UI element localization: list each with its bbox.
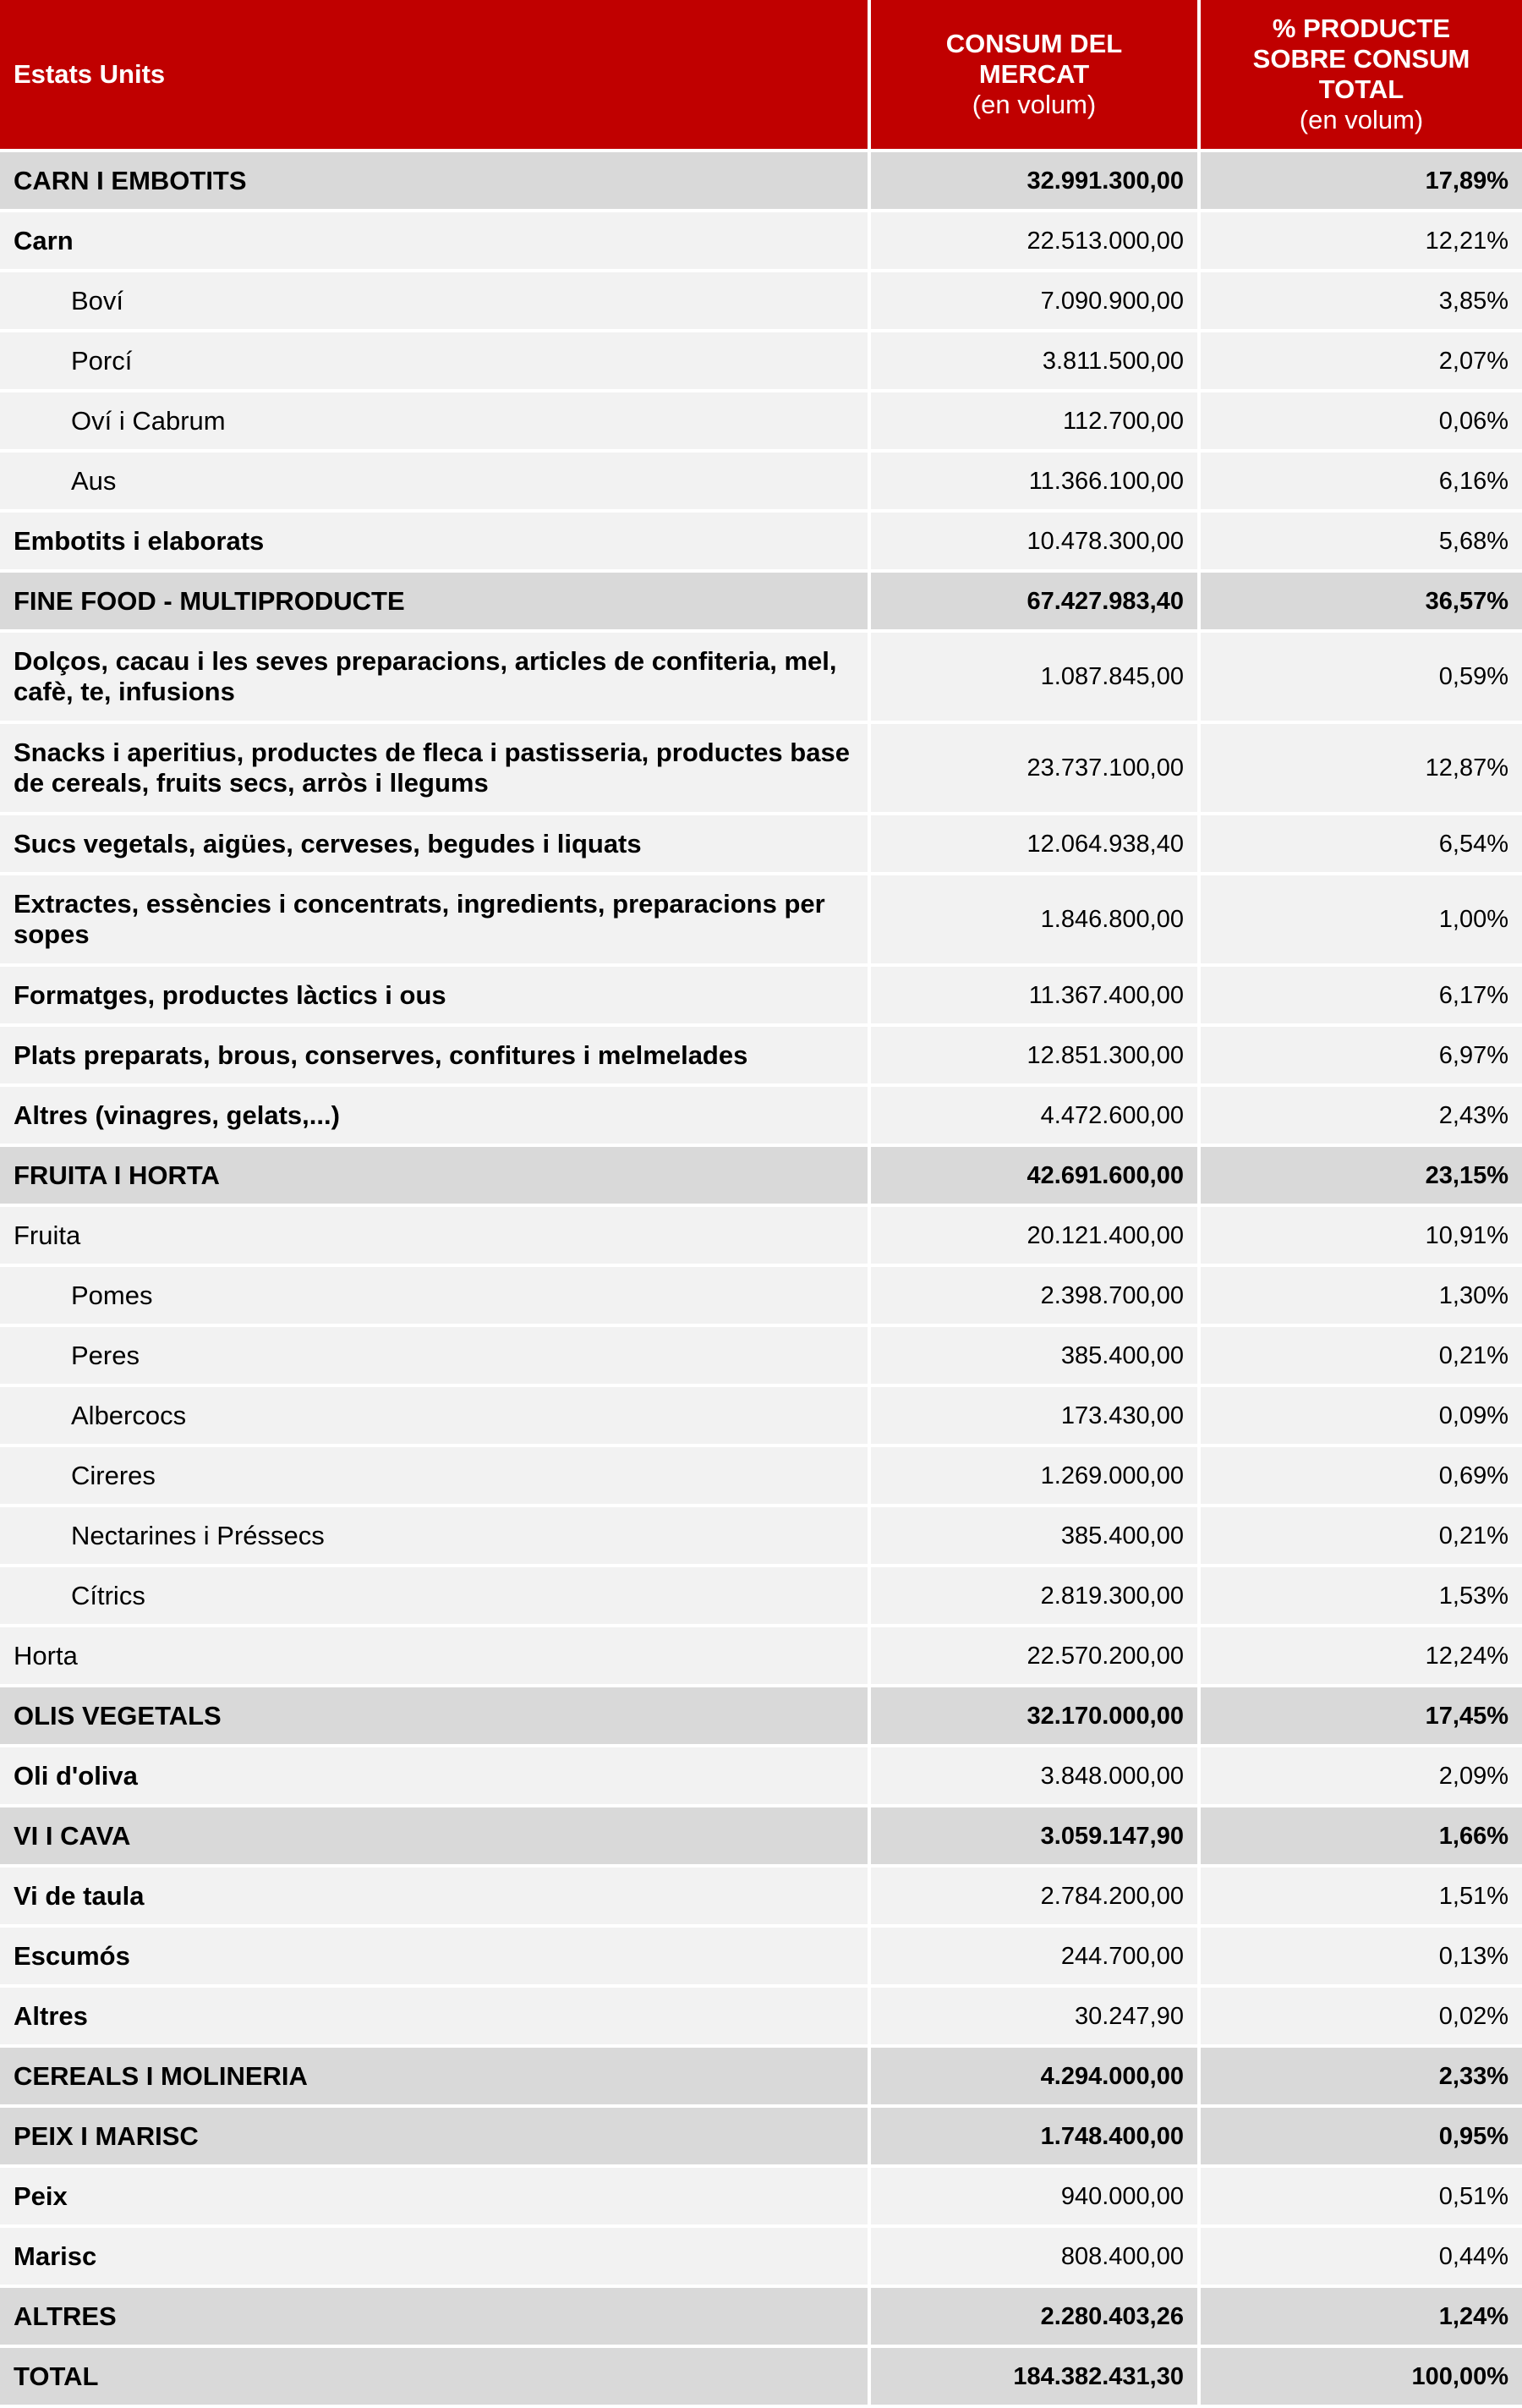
row-label: Extractes, essències i concentrats, ingredients, preparacions per sopes (14, 889, 825, 949)
row-share-percent: 3,85% (1197, 272, 1522, 329)
table-row (0, 1087, 1522, 1147)
row-share-percent: 2,07% (1197, 332, 1522, 389)
row-share-percent: 1,30% (1197, 1267, 1522, 1324)
header-col3-line2: SOBRE CONSUM (1252, 44, 1470, 74)
row-label: Cítrics (71, 1580, 145, 1610)
row-label: Embotits i elaborats (14, 525, 265, 556)
row-label: Snacks i aperitius, productes de fleca i pastisseria, productes base de cereals, fruits secs, arròs i llegums (14, 738, 850, 798)
row-label: CEREALS I MOLINERIA (14, 2060, 308, 2091)
row-consumption-value: 67.427.983,40 (868, 573, 1197, 629)
row-label: Vi de taula (14, 1880, 145, 1911)
row-label: Sucs vegetals, aigües, cerveses, begudes i liquats (14, 828, 642, 858)
row-label: Fruita (14, 1220, 81, 1250)
row-share-percent: 17,45% (1197, 1687, 1522, 1744)
table-row (0, 1147, 1522, 1207)
row-consumption-value: 112.700,00 (868, 392, 1197, 449)
table-row (0, 573, 1522, 633)
row-label: Oli d'oliva (14, 1760, 138, 1791)
table-row (0, 724, 1522, 815)
row-consumption-value: 10.478.300,00 (868, 513, 1197, 569)
table-row (0, 1928, 1522, 1988)
row-consumption-value: 1.269.000,00 (868, 1447, 1197, 1504)
row-label: Carn (14, 225, 74, 255)
table-row (0, 1988, 1522, 2048)
row-consumption-value: 385.400,00 (868, 1507, 1197, 1564)
row-consumption-value: 244.700,00 (868, 1928, 1197, 1984)
table-row (0, 1327, 1522, 1387)
header-col3-sub: (en volum) (1299, 105, 1424, 134)
row-share-percent: 0,21% (1197, 1507, 1522, 1564)
row-label: ALTRES (14, 2301, 117, 2331)
row-share-percent: 100,00% (1197, 2348, 1522, 2405)
row-share-percent: 12,87% (1197, 724, 1522, 812)
row-share-percent: 0,69% (1197, 1447, 1522, 1504)
row-consumption-value: 23.737.100,00 (868, 724, 1197, 812)
table-row (0, 2228, 1522, 2288)
row-share-percent: 0,02% (1197, 1988, 1522, 2044)
row-consumption-value: 30.247,90 (868, 1988, 1197, 2044)
table-row (0, 332, 1522, 392)
row-label: FINE FOOD - MULTIPRODUCTE (14, 585, 405, 616)
row-share-percent: 0,44% (1197, 2228, 1522, 2285)
table-row (0, 1447, 1522, 1507)
row-consumption-value: 42.691.600,00 (868, 1147, 1197, 1204)
table-row (0, 815, 1522, 875)
row-label: Marisc (14, 2241, 97, 2271)
row-consumption-value: 2.398.700,00 (868, 1267, 1197, 1324)
row-share-percent: 0,06% (1197, 392, 1522, 449)
table-row (0, 1207, 1522, 1267)
row-label: TOTAL (14, 2361, 99, 2391)
table-row (0, 2048, 1522, 2108)
row-label: Dolços, cacau i les seves preparacions, articles de confiteria, mel, cafè, te, infusions (14, 646, 837, 706)
row-consumption-value: 11.366.100,00 (868, 453, 1197, 509)
row-share-percent: 5,68% (1197, 513, 1522, 569)
table-row (0, 2348, 1522, 2408)
row-label: FRUITA I HORTA (14, 1160, 220, 1190)
row-label: Cireres (71, 1460, 156, 1490)
row-label: Aus (71, 465, 117, 496)
table-row (0, 1387, 1522, 1447)
row-share-percent: 2,43% (1197, 1087, 1522, 1144)
row-share-percent: 23,15% (1197, 1147, 1522, 1204)
row-share-percent: 0,51% (1197, 2168, 1522, 2224)
row-consumption-value: 1.087.845,00 (868, 633, 1197, 721)
row-consumption-value: 1.846.800,00 (868, 875, 1197, 963)
table-row (0, 1747, 1522, 1807)
row-share-percent: 1,66% (1197, 1807, 1522, 1864)
row-share-percent: 0,09% (1197, 1387, 1522, 1444)
row-share-percent: 6,16% (1197, 453, 1522, 509)
row-label: Escumós (14, 1940, 130, 1971)
row-share-percent: 2,09% (1197, 1747, 1522, 1804)
table-row (0, 1807, 1522, 1868)
header-col3-line3: TOTAL (1318, 74, 1404, 104)
row-consumption-value: 808.400,00 (868, 2228, 1197, 2285)
row-consumption-value: 32.170.000,00 (868, 1687, 1197, 1744)
row-consumption-value: 11.367.400,00 (868, 967, 1197, 1023)
row-consumption-value: 184.382.431,30 (868, 2348, 1197, 2405)
table-row (0, 1567, 1522, 1627)
row-consumption-value: 3.848.000,00 (868, 1747, 1197, 1804)
row-share-percent: 1,53% (1197, 1567, 1522, 1624)
row-share-percent: 1,51% (1197, 1868, 1522, 1924)
row-share-percent: 0,95% (1197, 2108, 1522, 2164)
table-row (0, 967, 1522, 1027)
row-label: Boví (71, 285, 124, 315)
row-share-percent: 6,54% (1197, 815, 1522, 872)
header-col2-line2: MERCAT (978, 59, 1090, 89)
row-share-percent: 1,00% (1197, 875, 1522, 963)
row-share-percent: 10,91% (1197, 1207, 1522, 1264)
row-share-percent: 36,57% (1197, 573, 1522, 629)
table-row (0, 152, 1522, 212)
table-row (0, 212, 1522, 272)
row-label: Nectarines i Préssecs (71, 1520, 325, 1550)
row-label: PEIX I MARISC (14, 2120, 199, 2151)
row-label: Oví i Cabrum (71, 405, 226, 436)
row-share-percent: 12,24% (1197, 1627, 1522, 1684)
table-row (0, 392, 1522, 453)
row-label: Albercocs (71, 1400, 187, 1430)
row-consumption-value: 12.064.938,40 (868, 815, 1197, 872)
table-row (0, 2168, 1522, 2228)
row-consumption-value: 32.991.300,00 (868, 152, 1197, 209)
header-product-share (1197, 0, 1522, 149)
row-label: Pomes (71, 1280, 153, 1310)
row-consumption-value: 1.748.400,00 (868, 2108, 1197, 2164)
table-body (0, 152, 1522, 2408)
row-consumption-value: 4.472.600,00 (868, 1087, 1197, 1144)
table-row (0, 875, 1522, 967)
row-consumption-value: 2.280.403,26 (868, 2288, 1197, 2345)
row-share-percent: 12,21% (1197, 212, 1522, 269)
header-col2-line1: CONSUM DEL (945, 29, 1123, 58)
table-row (0, 513, 1522, 573)
header-country: Estats Units (14, 59, 166, 89)
row-label: Peix (14, 2180, 68, 2211)
row-share-percent: 2,33% (1197, 2048, 1522, 2104)
header-col3-line1: % PRODUCTE (1272, 14, 1451, 43)
row-label: Altres (vinagres, gelats,...) (14, 1100, 340, 1130)
row-label: Plats preparats, brous, conserves, confitures i melmelades (14, 1039, 748, 1070)
row-consumption-value: 2.819.300,00 (868, 1567, 1197, 1624)
row-share-percent: 6,17% (1197, 967, 1522, 1023)
header-col2-sub: (en volum) (972, 90, 1097, 119)
row-label: Horta (14, 1640, 78, 1670)
table-row (0, 272, 1522, 332)
header-market-consumption (868, 0, 1197, 149)
row-label: Formatges, productes làctics i ous (14, 979, 446, 1010)
row-label: VI I CAVA (14, 1820, 131, 1851)
row-consumption-value: 2.784.200,00 (868, 1868, 1197, 1924)
row-share-percent: 6,97% (1197, 1027, 1522, 1083)
table-row (0, 1507, 1522, 1567)
table-row (0, 2108, 1522, 2168)
table-row (0, 2288, 1522, 2348)
row-consumption-value: 3.059.147,90 (868, 1807, 1197, 1864)
table-row (0, 633, 1522, 724)
row-consumption-value: 4.294.000,00 (868, 2048, 1197, 2104)
row-consumption-value: 20.121.400,00 (868, 1207, 1197, 1264)
row-label: OLIS VEGETALS (14, 1700, 222, 1731)
row-share-percent: 0,13% (1197, 1928, 1522, 1984)
table-row (0, 1687, 1522, 1747)
table-row (0, 1868, 1522, 1928)
table-row (0, 1627, 1522, 1687)
row-share-percent: 0,59% (1197, 633, 1522, 721)
row-consumption-value: 7.090.900,00 (868, 272, 1197, 329)
row-label: Peres (71, 1340, 140, 1370)
row-consumption-value: 940.000,00 (868, 2168, 1197, 2224)
row-label: Porcí (71, 345, 133, 376)
table-row (0, 1027, 1522, 1087)
row-consumption-value: 385.400,00 (868, 1327, 1197, 1384)
row-consumption-value: 12.851.300,00 (868, 1027, 1197, 1083)
table-row (0, 453, 1522, 513)
row-share-percent: 1,24% (1197, 2288, 1522, 2345)
row-share-percent: 17,89% (1197, 152, 1522, 209)
table-row (0, 1267, 1522, 1327)
row-share-percent: 0,21% (1197, 1327, 1522, 1384)
row-consumption-value: 22.513.000,00 (868, 212, 1197, 269)
row-label: Altres (14, 2000, 88, 2031)
row-consumption-value: 3.811.500,00 (868, 332, 1197, 389)
table-header (0, 0, 1522, 152)
row-consumption-value: 22.570.200,00 (868, 1627, 1197, 1684)
row-consumption-value: 173.430,00 (868, 1387, 1197, 1444)
row-label: CARN I EMBOTITS (14, 165, 247, 195)
